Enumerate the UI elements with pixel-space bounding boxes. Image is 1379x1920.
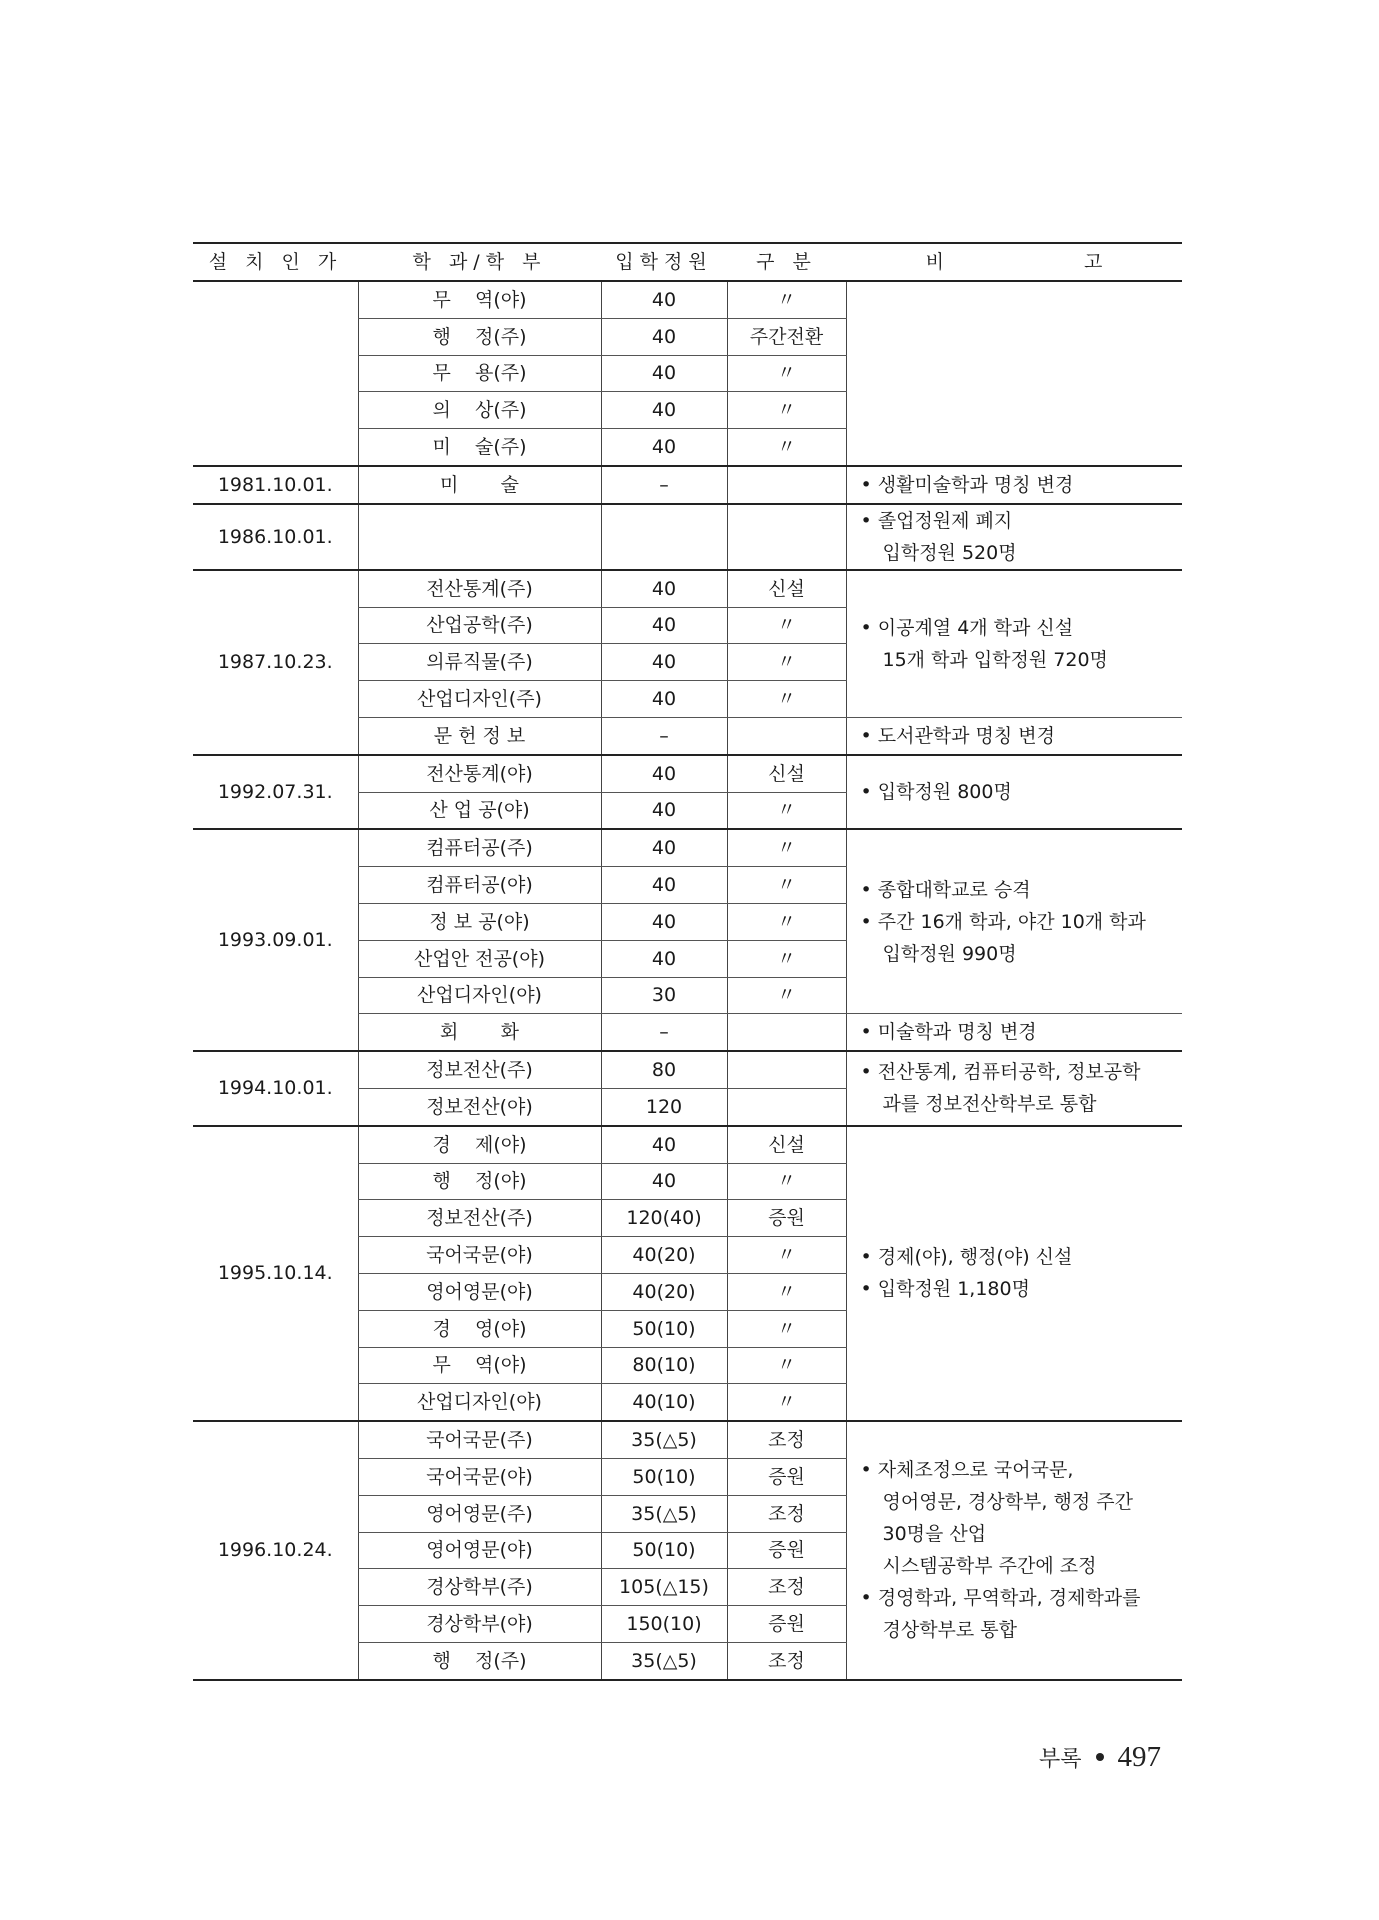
category-cell: 신설 — [727, 570, 846, 607]
category-cell: 〃 — [727, 1237, 846, 1274]
category-cell: 〃 — [727, 681, 846, 718]
remark-line: • 입학정원 1,180명 — [860, 1278, 1030, 1301]
capacity-cell: 40 — [601, 681, 727, 718]
category-cell: 증원 — [727, 1200, 846, 1237]
remark-line: • 주간 16개 학과, 야간 10개 학과 — [860, 910, 1146, 933]
capacity-cell: 40 — [601, 903, 727, 940]
remark-line: 시스템공학부 주간에 조정 — [882, 1555, 1097, 1578]
capacity-cell: 40 — [601, 1126, 727, 1163]
capacity-cell: 40 — [601, 570, 727, 607]
header-category: 구 분 — [727, 243, 846, 281]
department-cell: 컴퓨터공(주) — [358, 829, 601, 866]
capacity-cell: 35(△5) — [601, 1642, 727, 1679]
header-remarks — [846, 243, 1182, 281]
category-cell: 〃 — [727, 940, 846, 977]
remark-line: • 경제(야), 행정(야) 신설 — [860, 1246, 1073, 1269]
table-header-row — [193, 243, 1182, 281]
capacity-cell — [601, 504, 727, 570]
department-cell: 무 역(야) — [358, 1347, 601, 1384]
capacity-cell: – — [601, 466, 727, 504]
category-cell — [727, 1088, 846, 1125]
capacity-cell: 40 — [601, 940, 727, 977]
department-cell: 산 업 공(야) — [358, 792, 601, 829]
approval-date-cell: 1993.09.01. — [193, 829, 358, 1051]
category-cell: 주간전환 — [727, 318, 846, 355]
approval-date-cell: 1996.10.24. — [193, 1421, 358, 1680]
remark-line: 과를 정보전산학부로 통합 — [882, 1093, 1097, 1116]
capacity-cell: 40 — [601, 792, 727, 829]
department-cell: 경상학부(야) — [358, 1606, 601, 1643]
remark-line: • 경영학과, 무역학과, 경제학과를 — [860, 1587, 1141, 1610]
department-cell: 산업안 전공(야) — [358, 940, 601, 977]
header-remarks-a: 비 — [925, 251, 944, 273]
remarks-cell — [846, 829, 1182, 1013]
remarks-cell — [846, 717, 1182, 754]
capacity-cell: 40 — [601, 607, 727, 644]
remarks-cell — [846, 281, 1182, 466]
department-cell: 미 술(주) — [358, 429, 601, 466]
approval-date-cell: 1992.07.31. — [193, 755, 358, 830]
remark-line: • 생활미술학과 명칭 변경 — [860, 473, 1074, 496]
department-cell: 산업디자인(야) — [358, 1384, 601, 1421]
category-cell: 〃 — [727, 1273, 846, 1310]
capacity-cell: 40 — [601, 281, 727, 318]
department-cell: 전산통계(주) — [358, 570, 601, 607]
approval-date-cell: 1994.10.01. — [193, 1051, 358, 1126]
capacity-cell: 35(△5) — [601, 1421, 727, 1458]
remark-line: • 자체조정으로 국어국문, — [860, 1459, 1074, 1482]
department-cell: 경상학부(주) — [358, 1569, 601, 1606]
remarks-cell — [846, 1014, 1182, 1051]
category-cell: 〃 — [727, 607, 846, 644]
category-cell: 조정 — [727, 1495, 846, 1532]
department-cell: 전산통계(야) — [358, 755, 601, 792]
capacity-cell: 80 — [601, 1051, 727, 1088]
capacity-cell: 50(10) — [601, 1532, 727, 1569]
table-row — [193, 570, 1182, 607]
category-cell: 〃 — [727, 1310, 846, 1347]
department-cell: 정 보 공(야) — [358, 903, 601, 940]
category-cell: 증원 — [727, 1606, 846, 1643]
capacity-cell: 50(10) — [601, 1458, 727, 1495]
capacity-cell: 40 — [601, 755, 727, 792]
department-cell: 컴퓨터공(야) — [358, 867, 601, 904]
footer-label: 부록 — [1038, 1746, 1082, 1772]
table-row — [193, 466, 1182, 504]
table-row — [193, 504, 1182, 570]
category-cell: 증원 — [727, 1458, 846, 1495]
category-cell: 〃 — [727, 903, 846, 940]
department-cell: 영어영문(야) — [358, 1273, 601, 1310]
department-cell: 국어국문(주) — [358, 1421, 601, 1458]
capacity-cell: – — [601, 1014, 727, 1051]
remark-line: • 졸업정원제 폐지 — [860, 509, 1013, 532]
remark-line: 15개 학과 입학정원 720명 — [882, 648, 1108, 671]
remarks-cell — [846, 755, 1182, 830]
capacity-cell: 40(20) — [601, 1273, 727, 1310]
capacity-cell: 40 — [601, 829, 727, 866]
capacity-cell: 105(△15) — [601, 1569, 727, 1606]
category-cell: 조정 — [727, 1642, 846, 1679]
category-cell: 〃 — [727, 392, 846, 429]
remarks-cell — [846, 570, 1182, 718]
category-cell: 조정 — [727, 1569, 846, 1606]
remarks-cell — [846, 1051, 1182, 1126]
approval-date-cell: 1981.10.01. — [193, 466, 358, 504]
capacity-cell: 150(10) — [601, 1606, 727, 1643]
remark-line: • 도서관학과 명칭 변경 — [860, 724, 1056, 747]
capacity-cell: 120 — [601, 1088, 727, 1125]
department-cell: 문 헌 정 보 — [358, 717, 601, 754]
category-cell — [727, 1051, 846, 1088]
department-cell: 산업디자인(주) — [358, 681, 601, 718]
category-cell — [727, 1014, 846, 1051]
category-cell: 〃 — [727, 1347, 846, 1384]
department-cell: 의 상(주) — [358, 392, 601, 429]
department-cell: 국어국문(야) — [358, 1458, 601, 1495]
capacity-cell: 30 — [601, 977, 727, 1014]
table-row — [193, 829, 1182, 866]
department-cell: 영어영문(주) — [358, 1495, 601, 1532]
department-cell: 영어영문(야) — [358, 1532, 601, 1569]
table-row — [193, 755, 1182, 792]
department-cell: 행 정(주) — [358, 1642, 601, 1679]
approval-date-cell: 1987.10.23. — [193, 570, 358, 755]
department-cell: 의류직물(주) — [358, 644, 601, 681]
header-capacity: 입학정원 — [601, 243, 727, 281]
category-cell: 〃 — [727, 429, 846, 466]
capacity-cell: 50(10) — [601, 1310, 727, 1347]
department-cell: 회 화 — [358, 1014, 601, 1051]
bullet-dot-icon — [1096, 1753, 1104, 1761]
page-footer — [1039, 1740, 1161, 1774]
capacity-cell: 40 — [601, 867, 727, 904]
department-cell — [358, 504, 601, 570]
capacity-cell: 40 — [601, 1163, 727, 1200]
remark-line: 입학정원 520명 — [882, 541, 1017, 564]
table-row — [193, 1051, 1182, 1088]
approval-date-cell: 1995.10.14. — [193, 1126, 358, 1421]
capacity-cell: 40 — [601, 429, 727, 466]
category-cell: 증원 — [727, 1532, 846, 1569]
category-cell: 신설 — [727, 755, 846, 792]
category-cell — [727, 717, 846, 754]
capacity-cell: 120(40) — [601, 1200, 727, 1237]
remark-line: • 입학정원 800명 — [860, 781, 1012, 804]
category-cell: 신설 — [727, 1126, 846, 1163]
remark-line: 30명을 산업 — [882, 1523, 987, 1546]
remarks-cell — [846, 1421, 1182, 1680]
header-remarks-b: 고 — [1084, 251, 1103, 273]
remarks-cell — [846, 504, 1182, 570]
department-cell: 정보전산(야) — [358, 1088, 601, 1125]
capacity-cell: 40 — [601, 318, 727, 355]
capacity-cell: 40(20) — [601, 1237, 727, 1274]
category-cell: 〃 — [727, 977, 846, 1014]
remark-line: • 종합대학교로 승격 — [860, 878, 1031, 901]
remark-line: • 미술학과 명칭 변경 — [860, 1021, 1037, 1044]
remark-line: 경상학부로 통합 — [882, 1619, 1018, 1642]
department-cell: 무 역(야) — [358, 281, 601, 318]
header-approval-date: 설 치 인 가 — [193, 243, 358, 281]
department-cell: 정보전산(주) — [358, 1200, 601, 1237]
category-cell: 〃 — [727, 829, 846, 866]
category-cell: 〃 — [727, 1384, 846, 1421]
department-cell: 산업디자인(야) — [358, 977, 601, 1014]
category-cell: 〃 — [727, 867, 846, 904]
page-number: 497 — [1117, 1740, 1161, 1773]
category-cell: 〃 — [727, 792, 846, 829]
capacity-cell: 40 — [601, 644, 727, 681]
category-cell: 〃 — [727, 644, 846, 681]
remark-line: • 이공계열 4개 학과 신설 — [860, 616, 1074, 639]
department-cell: 미 술 — [358, 466, 601, 504]
capacity-cell: 80(10) — [601, 1347, 727, 1384]
department-cell: 행 정(주) — [358, 318, 601, 355]
category-cell: 〃 — [727, 355, 846, 392]
approval-date-cell: 1986.10.01. — [193, 504, 358, 570]
category-cell — [727, 504, 846, 570]
admission-history-table — [193, 242, 1182, 1681]
department-cell: 행 정(야) — [358, 1163, 601, 1200]
capacity-cell: 40(10) — [601, 1384, 727, 1421]
table-row — [193, 1126, 1182, 1163]
remarks-cell — [846, 466, 1182, 504]
capacity-cell: – — [601, 717, 727, 754]
table-row — [193, 1421, 1182, 1458]
category-cell: 〃 — [727, 1163, 846, 1200]
department-cell: 경 영(야) — [358, 1310, 601, 1347]
department-cell: 정보전산(주) — [358, 1051, 601, 1088]
remark-line: 입학정원 990명 — [882, 942, 1017, 965]
capacity-cell: 40 — [601, 355, 727, 392]
header-department: 학 과/학 부 — [358, 243, 601, 281]
remark-line: • 전산통계, 컴퓨터공학, 정보공학 — [860, 1061, 1141, 1084]
remark-line: 영어영문, 경상학부, 행정 주간 — [882, 1491, 1133, 1514]
capacity-cell: 35(△5) — [601, 1495, 727, 1532]
category-cell: 〃 — [727, 281, 846, 318]
remarks-cell — [846, 1126, 1182, 1421]
category-cell: 조정 — [727, 1421, 846, 1458]
department-cell: 국어국문(야) — [358, 1237, 601, 1274]
capacity-cell: 40 — [601, 392, 727, 429]
department-cell: 경 제(야) — [358, 1126, 601, 1163]
approval-date-cell — [193, 281, 358, 466]
department-cell: 무 용(주) — [358, 355, 601, 392]
category-cell — [727, 466, 846, 504]
table-row — [193, 281, 1182, 318]
department-cell: 산업공학(주) — [358, 607, 601, 644]
